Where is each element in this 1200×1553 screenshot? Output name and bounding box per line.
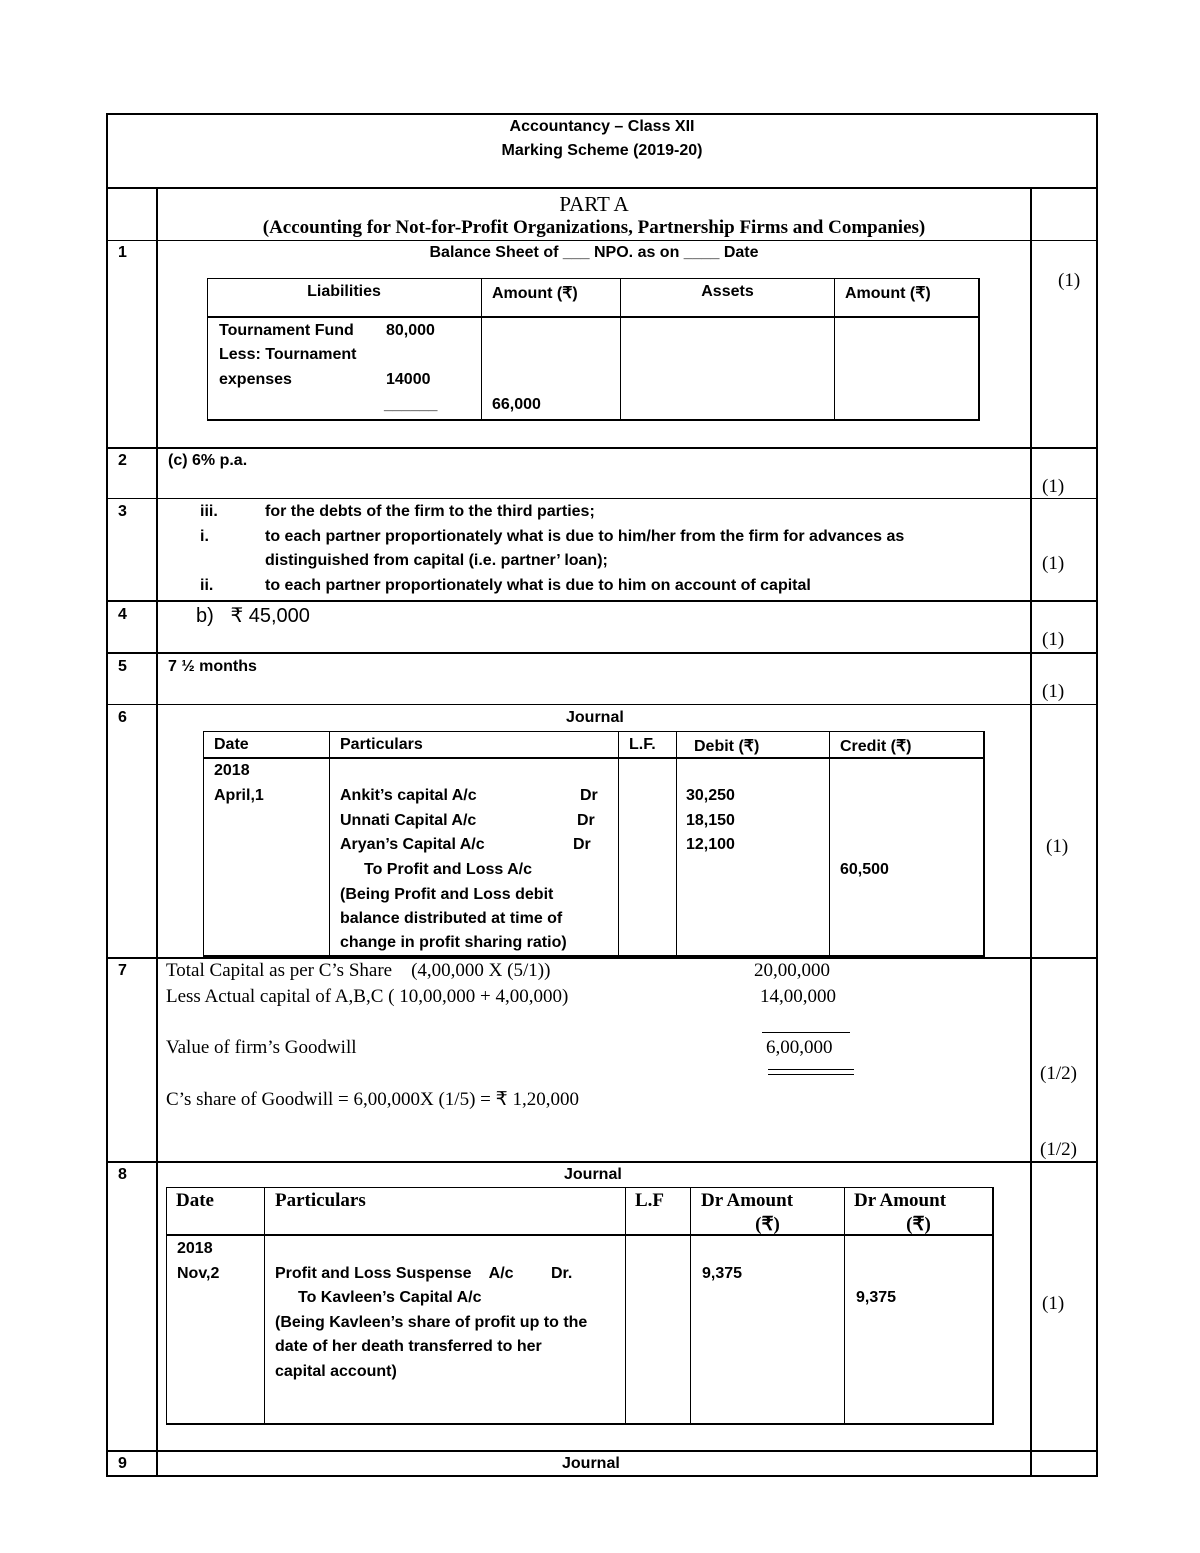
q7-double-rule-2	[768, 1074, 854, 1075]
q3-item-2-text: to each partner proportionately what is due to him/her from the firm for advances as	[265, 528, 905, 545]
q5-mark: (1)	[1042, 681, 1065, 702]
q3-item-4-text: to each partner proportionately what is due to him on account of capital	[265, 577, 811, 594]
q2-answer: (c) 6% p.a.	[168, 452, 248, 469]
q6-col-credit: Credit (₹)	[840, 738, 912, 755]
q3-mark: (1)	[1042, 553, 1065, 574]
q6-entry-2-acct: Unnati Capital A/c	[340, 812, 477, 829]
q6-narration-1: (Being Profit and Loss debit	[340, 886, 554, 903]
q8-narration-1: (Being Kavleen’s share of profit up to the	[275, 1314, 588, 1331]
q7-mark-1: (1/2)	[1040, 1063, 1077, 1084]
q8-date-year: 2018	[177, 1240, 213, 1257]
frame-right	[1096, 113, 1098, 1477]
q7-mark-2: (1/2)	[1040, 1139, 1077, 1160]
q8-col-lf: L.F	[635, 1190, 665, 1211]
doc-subtitle: Marking Scheme (2019-20)	[501, 142, 703, 159]
q6-entry-2-debit: 18,150	[686, 812, 735, 829]
q7-rule	[762, 1032, 850, 1033]
row-sep-8	[106, 1450, 1098, 1452]
q1-underline: ______	[384, 396, 438, 413]
q8-mark: (1)	[1042, 1293, 1065, 1314]
q6-col-debit: Debit (₹)	[694, 738, 760, 755]
q6-mark: (1)	[1046, 836, 1069, 857]
q4-answer: b) ₹ 45,000	[196, 605, 310, 627]
q3-item-4-num: ii.	[200, 577, 214, 594]
q8-date-day: Nov,2	[177, 1265, 220, 1282]
q7-value-1: 20,00,000	[754, 960, 830, 981]
q1-col-amount-2: Amount (₹)	[845, 285, 931, 302]
q6-journal-title: Journal	[566, 709, 624, 726]
q9-number: 9	[118, 1455, 127, 1472]
q8-debit: 9,375	[702, 1265, 743, 1282]
q8-narration-3: capital account)	[275, 1363, 397, 1380]
q3-item-1-text: for the debts of the firm to the third parties;	[265, 503, 595, 520]
q3-item-1-num: iii.	[200, 503, 218, 520]
q7-line-1: Total Capital as per C’s Share (4,00,000 X (5/1))	[166, 960, 551, 981]
q1-fund: 80,000	[386, 322, 435, 339]
part-title: PART A	[559, 192, 629, 216]
q8-col-date: Date	[176, 1190, 214, 1211]
q4-mark: (1)	[1042, 629, 1065, 650]
q6-entry-1-dr: Dr	[580, 787, 598, 804]
q8-number: 8	[118, 1166, 127, 1183]
q6-date-year: 2018	[214, 762, 250, 779]
part-subtitle: (Accounting for Not-for-Profit Organizations, Partnership Firms and Companies)	[262, 217, 926, 238]
q2-number: 2	[118, 452, 127, 469]
q6-to-account: To Profit and Loss A/c	[364, 861, 533, 878]
q6-credit: 60,500	[840, 861, 889, 878]
row-sep-7	[106, 1161, 1098, 1163]
q8-account: Profit and Loss Suspense A/c	[275, 1265, 514, 1282]
q1-col-liabilities: Liabilities	[307, 283, 381, 300]
row-sep-1	[106, 447, 1098, 449]
q6-col-particulars: Particulars	[340, 736, 423, 753]
q1-line-3: expenses	[219, 371, 292, 388]
q6-entry-1-acct: Ankit’s capital A/c	[340, 787, 477, 804]
q8-journal-title: Journal	[564, 1166, 622, 1183]
q6-entry-3-dr: Dr	[573, 836, 591, 853]
row-sep-part	[106, 240, 1098, 241]
q5-answer: 7 ½ months	[168, 658, 257, 675]
q7-line-3: Value of firm’s Goodwill	[166, 1037, 357, 1058]
q7-value-2: 14,00,000	[760, 986, 836, 1007]
q8-to-account: To Kavleen’s Capital A/c	[298, 1289, 482, 1306]
q8-col-particulars: Particulars	[275, 1190, 366, 1211]
q6-date-day: April,1	[214, 787, 264, 804]
q8-credit: 9,375	[856, 1289, 897, 1306]
q2-mark: (1)	[1042, 476, 1065, 497]
q6-entry-3-debit: 12,100	[686, 836, 735, 853]
q7-value-3: 6,00,000	[766, 1037, 833, 1058]
q1-heading: Balance Sheet of ___ NPO. as on ____ Date	[429, 244, 759, 261]
q3-item-3-text: distinguished from capital (i.e. partner’ loan);	[265, 552, 608, 569]
divider-mark-col	[1030, 188, 1032, 1476]
q8-rupee-2: (₹)	[906, 1214, 931, 1235]
q1-line-1: Tournament Fund	[219, 322, 354, 339]
q7-line-4: C’s share of Goodwill = 6,00,000X (1/5) = ₹ 1,20,000	[166, 1089, 579, 1110]
q6-entry-3-acct: Aryan’s Capital A/c	[340, 836, 485, 853]
q6-number: 6	[118, 709, 127, 726]
q1-expenses-amount: 14000	[386, 371, 431, 388]
q3-number: 3	[118, 503, 127, 520]
q1-col-amount: Amount (₹)	[492, 285, 578, 302]
row-sep-6	[106, 957, 1098, 959]
frame-left	[106, 113, 108, 1477]
q7-line-2: Less Actual capital of A,B,C ( 10,00,000 + 4,00,000)	[166, 986, 569, 1007]
q7-double-rule-1	[768, 1069, 854, 1070]
q9-journal-title: Journal	[562, 1455, 620, 1472]
frame-top	[106, 113, 1098, 115]
row-sep-header	[106, 187, 1098, 189]
q4-number: 4	[118, 606, 127, 623]
q6-col-lf: L.F.	[629, 736, 656, 753]
q1-col-assets: Assets	[701, 283, 754, 300]
q6-entry-2-dr: Dr	[577, 812, 595, 829]
row-sep-5	[106, 704, 1098, 705]
q8-narration-2: date of her death transferred to her	[275, 1338, 542, 1355]
q8-col-dr-amount: Dr Amount	[701, 1190, 794, 1211]
q8-rupee-1: (₹)	[755, 1214, 780, 1235]
q1-number: 1	[118, 244, 127, 261]
row-sep-4	[106, 652, 1098, 654]
q3-item-2-num: i.	[200, 528, 209, 545]
q6-col-date: Date	[214, 736, 249, 753]
frame-bottom	[106, 1475, 1098, 1477]
q1-line-2: Less: Tournament	[219, 346, 357, 363]
divider-num-col	[156, 188, 158, 1476]
q6-entry-1-debit: 30,250	[686, 787, 735, 804]
q5-number: 5	[118, 658, 127, 675]
row-sep-2	[106, 498, 1098, 499]
q6-narration-3: change in profit sharing ratio)	[340, 934, 567, 951]
row-sep-3	[106, 600, 1098, 602]
q7-number: 7	[118, 962, 127, 979]
doc-title: Accountancy – Class XII	[509, 118, 695, 135]
q1-net-amount: 66,000	[492, 396, 541, 413]
q8-dr: Dr.	[551, 1265, 573, 1282]
q8-col-dr-amount-2: Dr Amount	[854, 1190, 947, 1211]
q6-narration-2: balance distributed at time of	[340, 910, 563, 927]
q1-mark: (1)	[1058, 270, 1081, 291]
